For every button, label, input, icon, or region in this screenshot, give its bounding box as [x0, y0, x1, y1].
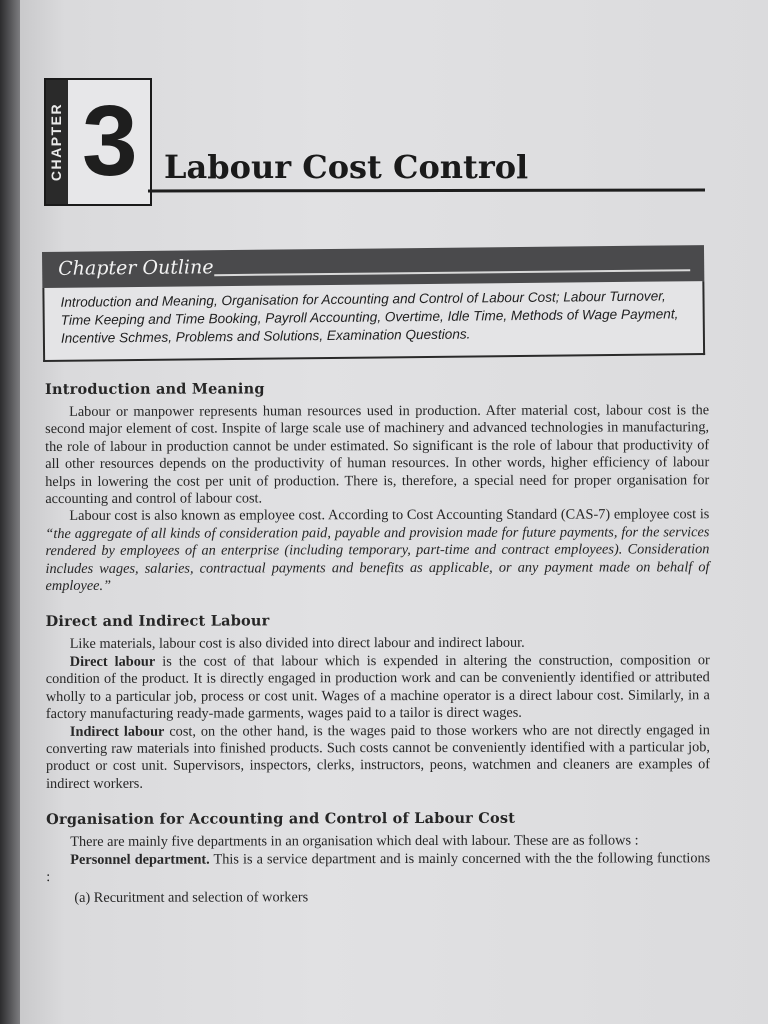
intro-paragraph-2	[45, 507, 709, 596]
cas7-definition-quote: “the aggregate of all kinds of consideration paid, payable and provision made for future payments, for the services rendered by employees of an enterprise (including temporary, part-time and contract employees). Consideration includes wages, salaries, contractual payments and benefits as applicable, or any payment made on behalf of employee.”	[45, 524, 710, 595]
direct-labour-text: is the cost of that labour which is expended in altering the construction, composition or condition of the product. It is directly engaged in production work and can be conveniently identified or attributed wholly to a particular job, process or cost unit. Wages of a machine operator is a direct labour cost. Similarly, in a factory manufacturing ready-made garments, wages paid to a tailor is direct wages.	[45, 652, 710, 723]
intro-paragraph-2-lead: Labour cost is also known as employee cost. According to Cost Accounting Standard (CAS-7) employee cost is	[69, 506, 710, 525]
direct-paragraph-1: Like materials, labour cost is also divided into direct labour and indirect labour.	[69, 635, 525, 653]
chapter-outline-text: Introduction and Meaning, Organisation for Accounting and Control of Labour Cost; Labour Turnover, Time Keeping and Time Booking, Payroll Accounting, Overtime, Idle Time, Methods of Wage Payment, Incentive Schmes, Problems and Solutions, Examination Questions.	[60, 288, 679, 346]
chapter-outline-heading: Chapter Outline	[58, 256, 214, 280]
direct-labour-term: Direct labour	[69, 653, 156, 670]
heading-direct-indirect: Direct and Indirect Labour	[45, 612, 270, 631]
title-underline	[148, 189, 705, 193]
organisation-paragraph-1: There are mainly five departments in an organisation which deal with labour. These are as follows :	[70, 832, 639, 851]
personnel-department-text: This is a service department and is mainly concerned with the the following functions :	[46, 849, 711, 885]
chapter-outline-header	[42, 245, 704, 288]
chapter-outline-body	[42, 281, 705, 362]
list-item: (a) Recuritment and selection of workers	[74, 889, 309, 907]
page-content	[45, 378, 710, 907]
chapter-outline-box	[42, 245, 705, 366]
heading-organisation: Organisation for Accounting and Control of Labour Cost	[46, 809, 516, 829]
heading-introduction: Introduction and Meaning	[45, 380, 265, 398]
chapter-box	[44, 78, 152, 206]
chapter-tab	[46, 80, 68, 204]
book-page	[20, 0, 768, 1024]
chapter-outline-rule	[214, 269, 690, 276]
chapter-label: CHAPTER	[48, 102, 64, 182]
personnel-department-term: Personnel department.	[70, 851, 210, 868]
intro-paragraph-1: Labour or manpower represents human resources used in production. After material cost, labour cost is the second major element of cost. Inspite of large scale use of machinery and advanced technologies in manufacturing, the role of labour in production cannot be under estimated. So significant is the role of labour that productivity of all other resources depends on the productivity of human resources. In other words, higher efficiency of labour helps in lowering the cost per unit of production. There is, therefore, a special need for proper organisation for accounting and control of labour cost.	[45, 402, 710, 508]
chapter-number: 3	[82, 85, 138, 197]
personnel-department-paragraph	[46, 850, 710, 887]
indirect-labour-text: cost, on the other hand, is the wages paid to those workers who are not directly engaged in converting raw materials into finished products. Such costs cannot be conveniently identified with a particular job, product or cost unit. Supervisors, inspectors, clerks, instructors, peons, watchmen and cleaners are examples of indirect workers.	[45, 721, 711, 792]
chapter-title: Labour Cost Control	[164, 148, 529, 186]
indirect-labour-paragraph	[46, 722, 710, 793]
direct-labour-paragraph	[46, 652, 710, 723]
indirect-labour-term: Indirect labour	[69, 723, 165, 740]
book-spine-shadow	[0, 0, 20, 1024]
